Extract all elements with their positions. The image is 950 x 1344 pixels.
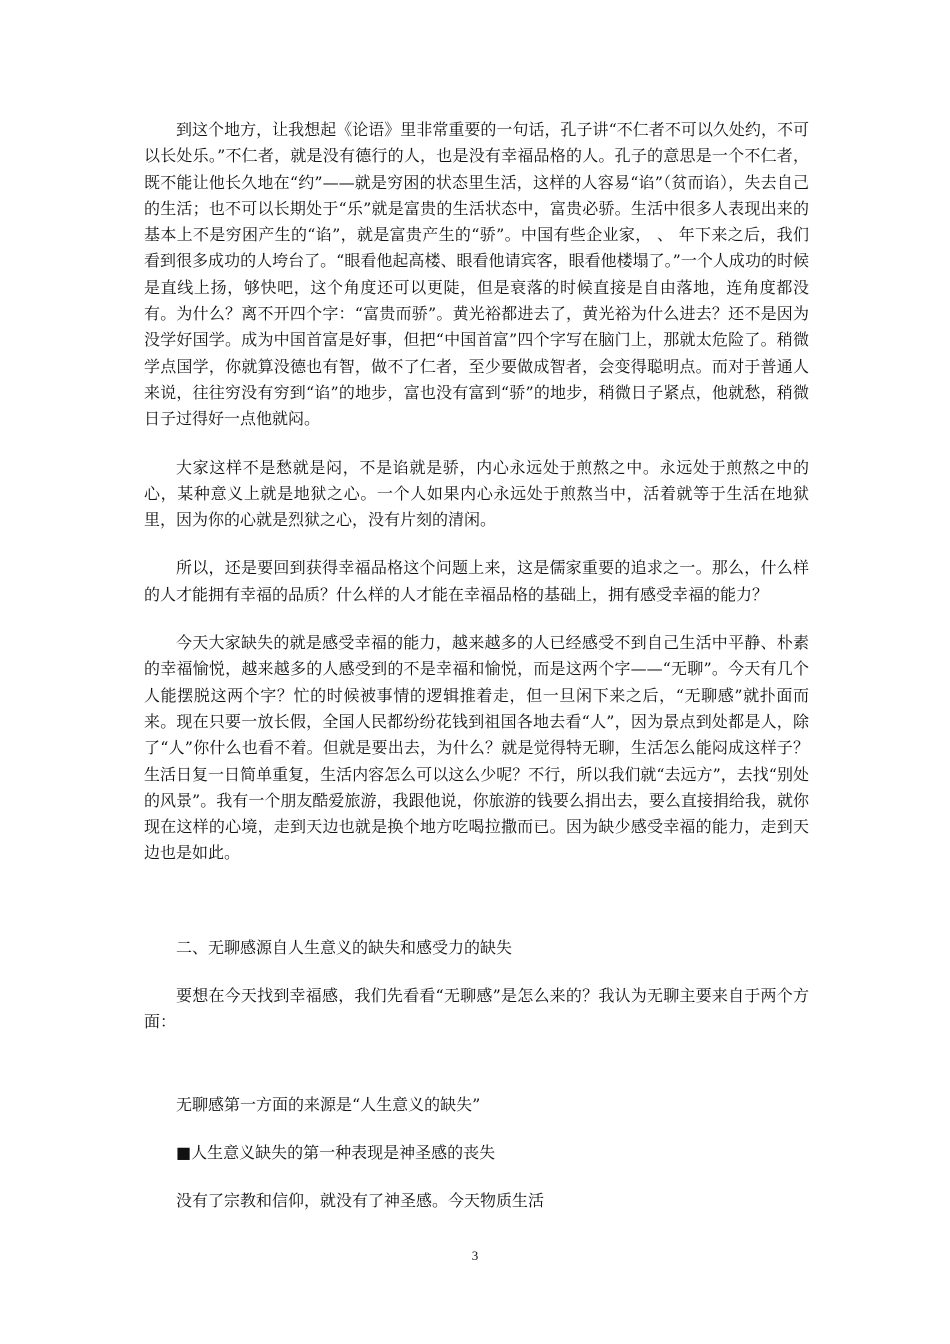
page-number: 3 <box>471 1248 479 1263</box>
paragraph-happiness-character: 所以，还是要回到获得幸福品格这个问题上来，这是儒家重要的追求之一。那么，什么样的人才能拥有幸福的品质？什么样的人才能在幸福品格的基础上，拥有感受幸福的能力？ <box>144 558 809 604</box>
paragraph-confucius-quote: 到这个地方，让我想起《论语》里非常重要的一句话，孔子讲“不仁者不可以久处约，不可以长处乐。”不仁者，就是没有德行的人，也是没有幸福品格的人。孔子的意思是一个不仁者，既不能让他长久地在“约”——就是穷困的状态里生活，这样的人容易“谄”（贫而谄），失去自己的生活；也不可以长期处于“乐”就是富贵的生活状态中，富贵必骄。生活中很多人表现出来的基本上不是穷困产生的“谄”，就是富贵产生的“骄”。中国有些企业家， 、 年下来之后，我们看到很多成功的人垮台了。“眼看他起高楼、眼看他请宾客，眼看他楼塌了。”一个人成功的时候是直线上扬，够快吧，这个角度还可以更陡，但是衰落的时候直接是自由落地，连角度都没有。为什么？离不开四个字：“富贵而骄”。黄光裕都进去了，黄光裕为什么进去？还不是因为没学好国学。成为中国首富是好事，但把“中国首富”四个字写在脑门上，那就太危险了。稍微学点国学，你就算没德也有智，做不了仁者，至少要做成智者，会变得聪明点。而对于普通人来说，往往穷没有穷到“谄”的地步，富也没有富到“骄”的地步，稍微日子紧点，他就愁，稍微日子过得好一点他就闷。 <box>144 120 809 429</box>
subheading-sacredness-loss: ■人生意义缺失的第一种表现是神圣感的丧失 <box>176 1142 496 1162</box>
paragraph-boredom: 今天大家缺失的就是感受幸福的能力，越来越多的人已经感受不到自己生活中平静、朴素的幸福愉悦，越来越多的人感受到的不是幸福和愉悦，而是这两个字——“无聊”。今天有几个人能摆脱这两个字？忙的时候被事情的逻辑推着走，但一旦闲下来之后，“无聊感”就扑面而来。现在只要一放长假，全国人民都纷纷花钱到祖国各地去看“人”，因为景点到处都是人，除了“人”你什么也看不着。但就是要出去，为什么？就是觉得特无聊，生活怎么能闷成这样子？生活日复一日简单重复，生活内容怎么可以这么少呢？不行，所以我们就“去远方”，去找“别处的风景”。我有一个朋友酷爱旅游，我跟他说，你旅游的钱要么捐出去，要么直接捐给我，就你现在这样的心境，走到天边也就是换个地方吃喝拉撒而已。因为缺少感受幸福的能力，走到天边也是如此。 <box>144 633 809 863</box>
paragraph-boredom-sources: 要想在今天找到幸福感，我们先看看“无聊感”是怎么来的？我认为无聊主要来自于两个方面： <box>144 986 809 1032</box>
subheading-meaning-loss: 无聊感第一方面的来源是“人生意义的缺失” <box>176 1094 481 1114</box>
paragraph-faith: 没有了宗教和信仰，就没有了神圣感。今天物质生活 <box>176 1191 545 1211</box>
page-body <box>144 117 809 1215</box>
paragraph-inner-torment: 大家这样不是愁就是闷，不是谄就是骄，内心永远处于煎熬之中。永远处于煎熬之中的心，某种意义上就是地狱之心。一个人如果内心永远处于煎熬当中，活着就等于生活在地狱里，因为你的心就是烈狱之心，没有片刻的清闲。 <box>144 457 809 530</box>
section-heading: 二、无聊感源自人生意义的缺失和感受力的缺失 <box>176 937 513 957</box>
